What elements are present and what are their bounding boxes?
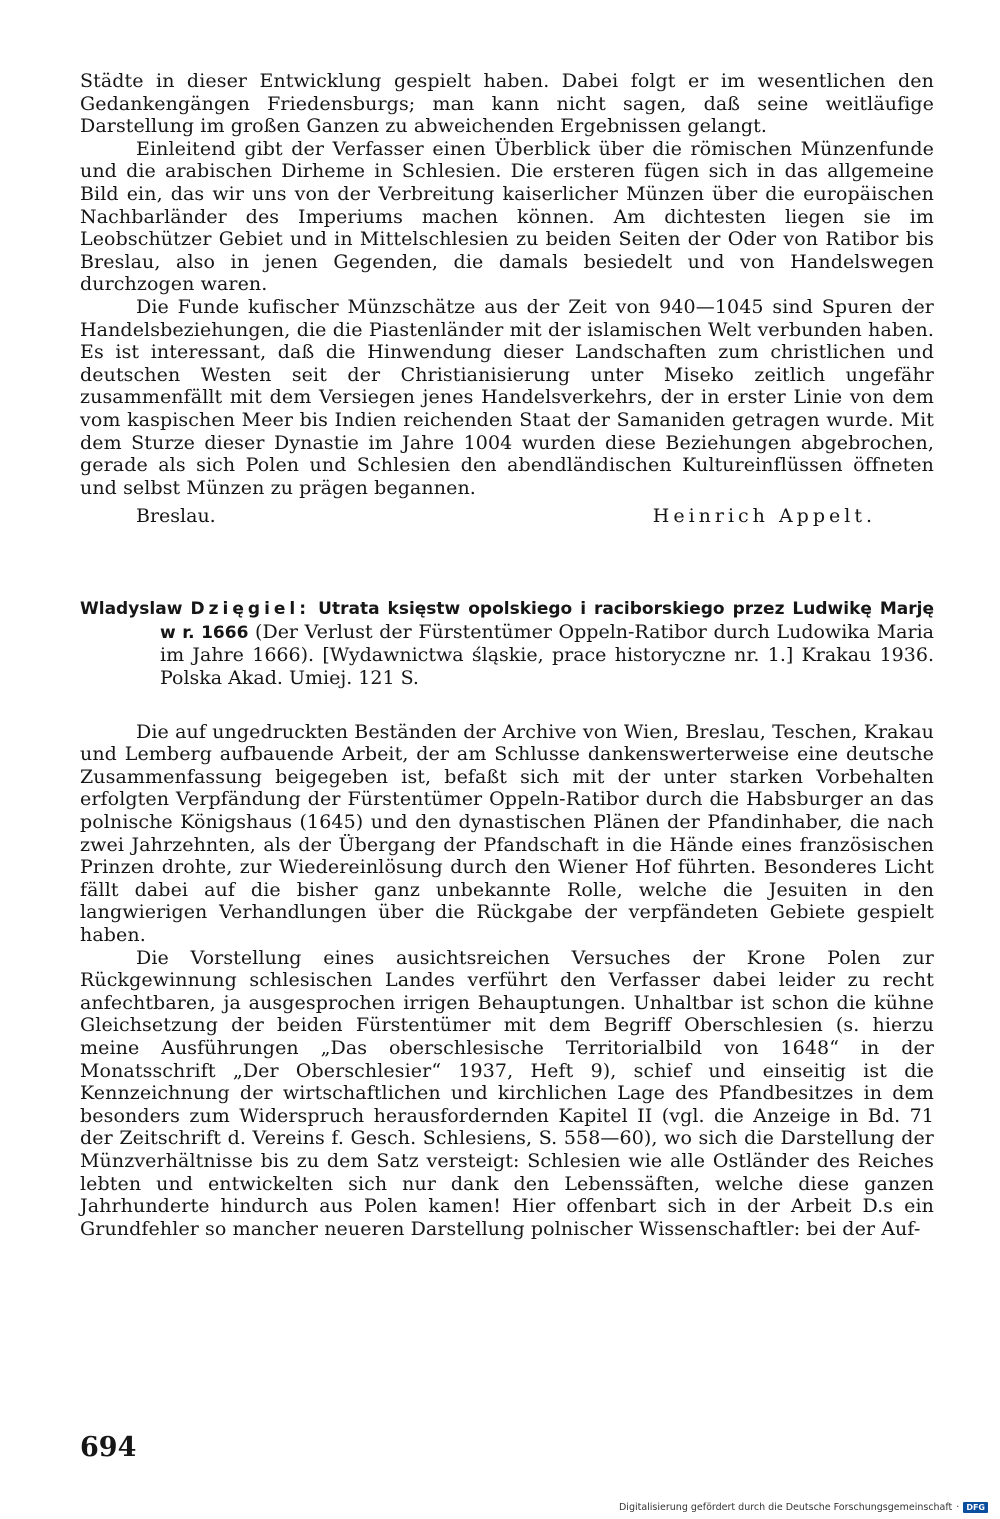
bibliographic-details: (Der Verlust der Fürstentümer Oppeln-Ratibor durch Ludowika Maria im Jahre 1666). [Wydawnictwa śląskie, prace historyczne nr. 1.] Krakau 1936. Polska Akad. Umiej. 121 S. (160, 620, 934, 690)
author-surname: Dzięgiel: (190, 599, 311, 620)
review-continuation (80, 70, 934, 535)
review-entry (80, 597, 934, 1240)
author-first-name: Wladyslaw (80, 599, 183, 620)
paragraph: Die Funde kufischer Münzschätze aus der Zeit von 940—1045 sind Spuren der Handelsbeziehungen, die die Piastenländer mit der islamischen Welt verbunden haben. Es ist interessant, daß die Hinwendung dieser Landschaften zum christlichen und deutschen Westen seit der Christianisierung unter Miseko zeitlich ungefähr zusammenfällt mit dem Versiegen jenes Handelsverkehrs, der in erster Linie von dem vom kaspischen Meer bis Indien reichenden Staat der Samaniden getragen wurde. Mit dem Sturze dieser Dynastie im Jahre 1004 wurden diese Beziehungen abgebrochen, gerade als sich Polen und Schlesien den abendländischen Kultureinflüssen öffneten und selbst Münzen zu prägen begannen. (80, 295, 934, 499)
paragraph: Städte in dieser Entwicklung gespielt haben. Dabei folgt er im wesentlichen den Gedankengängen Friedensburgs; man kann nicht sagen, daß seine weitläufige Darstellung im großen Ganzen zu abweichenden Ergebnissen gelangt. (80, 70, 934, 138)
page-content (80, 70, 934, 1240)
paragraph: Die auf ungedruckten Beständen der Archive von Wien, Breslau, Teschen, Krakau und Lemberg aufbauende Arbeit, der am Schlusse dankenswerterweise eine deutsche Zusammenfassung beigegeben ist, befaßt sich mit der unter starken Vorbehalten erfolgten Verpfändung der Fürstentümer Oppeln-Ratibor durch die Habsburger an das polnische Königshaus (1645) und den dynastischen Plänen der Pfandinhaber, die nach zwei Jahrzehnten, als der Übergang der Pfandschaft in die Hände eines französischen Prinzen drohte, zur Wiedereinlösung durch den Wiener Hof führten. Besonderes Licht fällt dabei auf die bisher ganz unbekannte Rolle, welche die Jesuiten in den langwierigen Verhandlungen über die Rückgabe der verpfändeten Gebiete gespielt haben. (80, 720, 934, 946)
paragraph: Einleitend gibt der Verfasser einen Überblick über die römischen Münzenfunde und die arabischen Dirheme in Schlesien. Die ersteren fügen sich in das allgemeine Bild ein, das wir uns von der Verbreitung kaiserlicher Münzen über die europäischen Nachbarländer des Imperiums machen können. Am dichtesten liegen sie im Leobschützer Gebiet und in Mittelschlesien zu beiden Seiten der Oder von Ratibor bis Breslau, also in jenen Gegenden, die damals besiedelt und von Handelswegen durchzogen waren. (80, 137, 934, 296)
paragraph: Die Vorstellung eines ausichtsreichen Versuches der Krone Polen zur Rückgewinnung schlesischen Landes verführt den Verfasser dabei leider zu recht anfechtbaren, ja ausgesprochen irrigen Behauptungen. Unhaltbar ist schon die kühne Gleichsetzung der beiden Fürstentümer mit dem Begriff Oberschlesien (s. hierzu meine Ausführungen „Das oberschlesische Territorialbild von 1648“ in der Monatsschrift „Der Oberschlesier“ 1937, Heft 9), schief und einseitig ist die Kennzeichnung der wirtschaftlichen und kirchlichen Lage des Pfandbesitzes in dem besonders zum Widerspruch herausfordernden Kapitel II (vgl. die Anzeige in Bd. 71 der Zeitschrift d. Vereins f. Gesch. Schlesiens, S. 558—60), wo sich die Darstellung der Münzverhältnisse bis zu dem Satz versteigt: Schlesien wie alle Ostländer des Reiches lebten und entwickelten sich nur dank den Lebenssäften, welche diese ganzen Jahrhunderte hindurch aus Polen kamen! Hier offenbart sich in der Arbeit D.s ein Grundfehler so mancher neueren Darstellung polnischer Wissenschaftler: bei der Auf- (80, 946, 934, 1240)
reviewer-name: Heinrich Appelt. (652, 505, 876, 528)
bibliographic-heading (80, 597, 934, 689)
review-place: Breslau. (136, 505, 216, 528)
credit-text: Digitalisierung gefördert durch die Deutsche Forschungsgemeinschaft (618, 1502, 953, 1513)
signoff (80, 505, 934, 535)
dfg-logo: DFG (963, 1502, 988, 1513)
digitization-credit: Digitalisierung gefördert durch die Deutsche Forschungsgemeinschaft · DFG (619, 1502, 988, 1513)
work-title: Utrata księstw opolskiego i raciborskiego przez Ludwikę Marję w r. 1666 (160, 599, 935, 643)
page-number: 694 (80, 1432, 137, 1463)
